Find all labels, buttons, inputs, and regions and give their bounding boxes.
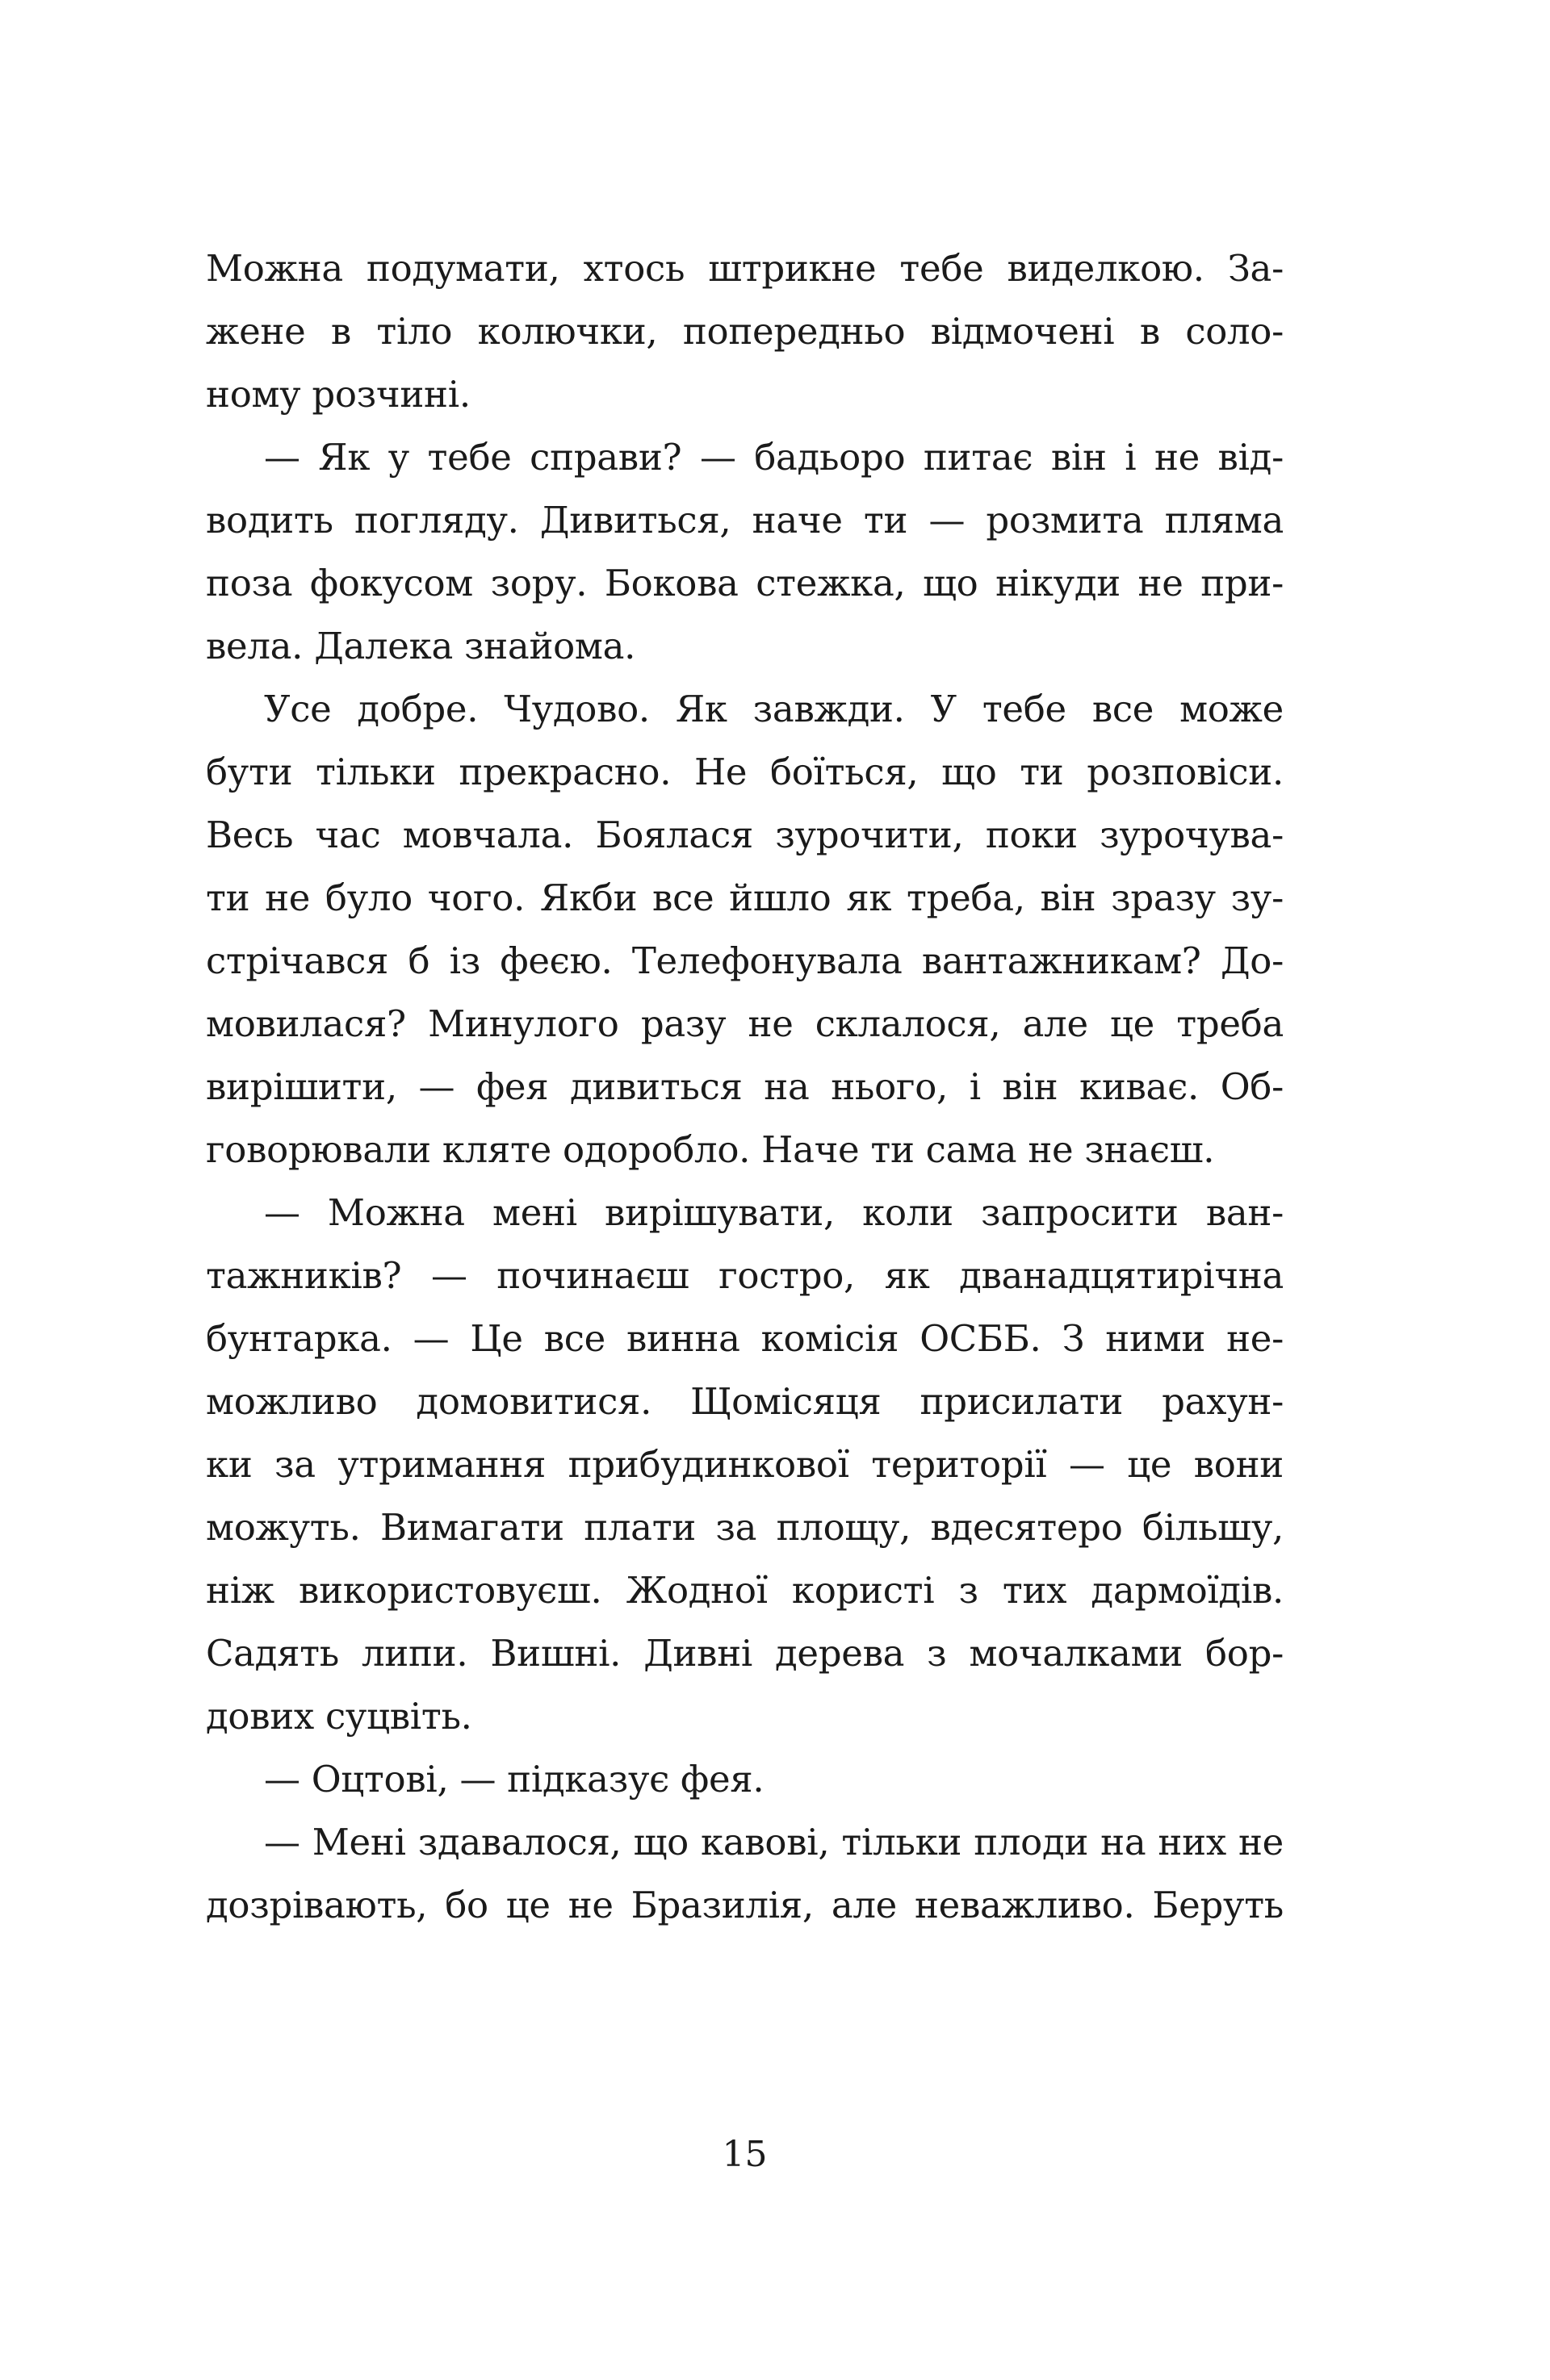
text-line: — Оцтові, — підказує фея. (264, 1758, 765, 1801)
text-line: ніж використовуєш. Жодної користі з тих дармоїдів. (206, 1569, 1284, 1612)
text-line: ному розчині. (206, 373, 471, 416)
text-line: Садять липи. Вишні. Дивні дерева з мочалками бор- (206, 1632, 1284, 1675)
text-line: можуть. Вимагати плати за площу, вдесятеро більшу, (206, 1506, 1284, 1549)
text-line: говорювали кляте одоробло. Наче ти сама не знаєш. (206, 1128, 1215, 1171)
text-line: ти не було чого. Якби все йшло як треба, він зразу зу- (206, 876, 1284, 919)
text-line: вирішити, — фея дивиться на нього, і він киває. Об- (206, 1065, 1284, 1108)
text-line: — Мені здавалося, що кавові, тільки плоди на них не (264, 1821, 1284, 1863)
text-line: жене в тіло колючки, попередньо відмочені в соло- (206, 310, 1284, 353)
text-line: ки за утримання прибудинкової території — це вони (206, 1443, 1284, 1486)
text-line: мовилася? Минулого разу не склалося, але це треба (206, 1002, 1284, 1045)
text-line: — Можна мені вирішувати, коли запросити ван- (264, 1191, 1284, 1234)
text-line: стрічався б із феєю. Телефонувала вантажникам? До- (206, 939, 1284, 982)
text-line: бунтарка. — Це все винна комісія ОСББ. З ними не- (206, 1317, 1284, 1360)
text-line: Можна подумати, хтось штрикне тебе виделкою. За- (206, 247, 1284, 290)
text-line: дозрівають, бо це не Бразилія, але неважливо. Беруть (206, 1884, 1284, 1926)
page-number: 15 (722, 2134, 768, 2175)
text-line: поза фокусом зору. Бокова стежка, що нікуди не при- (206, 562, 1284, 604)
text-line: — Як у тебе справи? — бадьоро питає він і не від- (264, 436, 1284, 479)
text-line: тажників? — починаєш гостро, як дванадцятирічна (206, 1254, 1284, 1297)
text-line: Усе добре. Чудово. Як завжди. У тебе все може (264, 688, 1284, 730)
text-line: дових суцвіть. (206, 1695, 472, 1738)
body-text (206, 237, 1284, 1937)
text-line: Весь час мовчала. Боялася зурочити, поки зурочува- (206, 814, 1284, 856)
text-line: бути тільки прекрасно. Не боїться, що ти розповіси. (206, 751, 1284, 793)
text-line: вела. Далека знайома. (206, 625, 636, 667)
text-line: можливо домовитися. Щомісяця присилати рахун- (206, 1380, 1284, 1423)
text-line: водить погляду. Дивиться, наче ти — розмита пляма (206, 499, 1284, 542)
